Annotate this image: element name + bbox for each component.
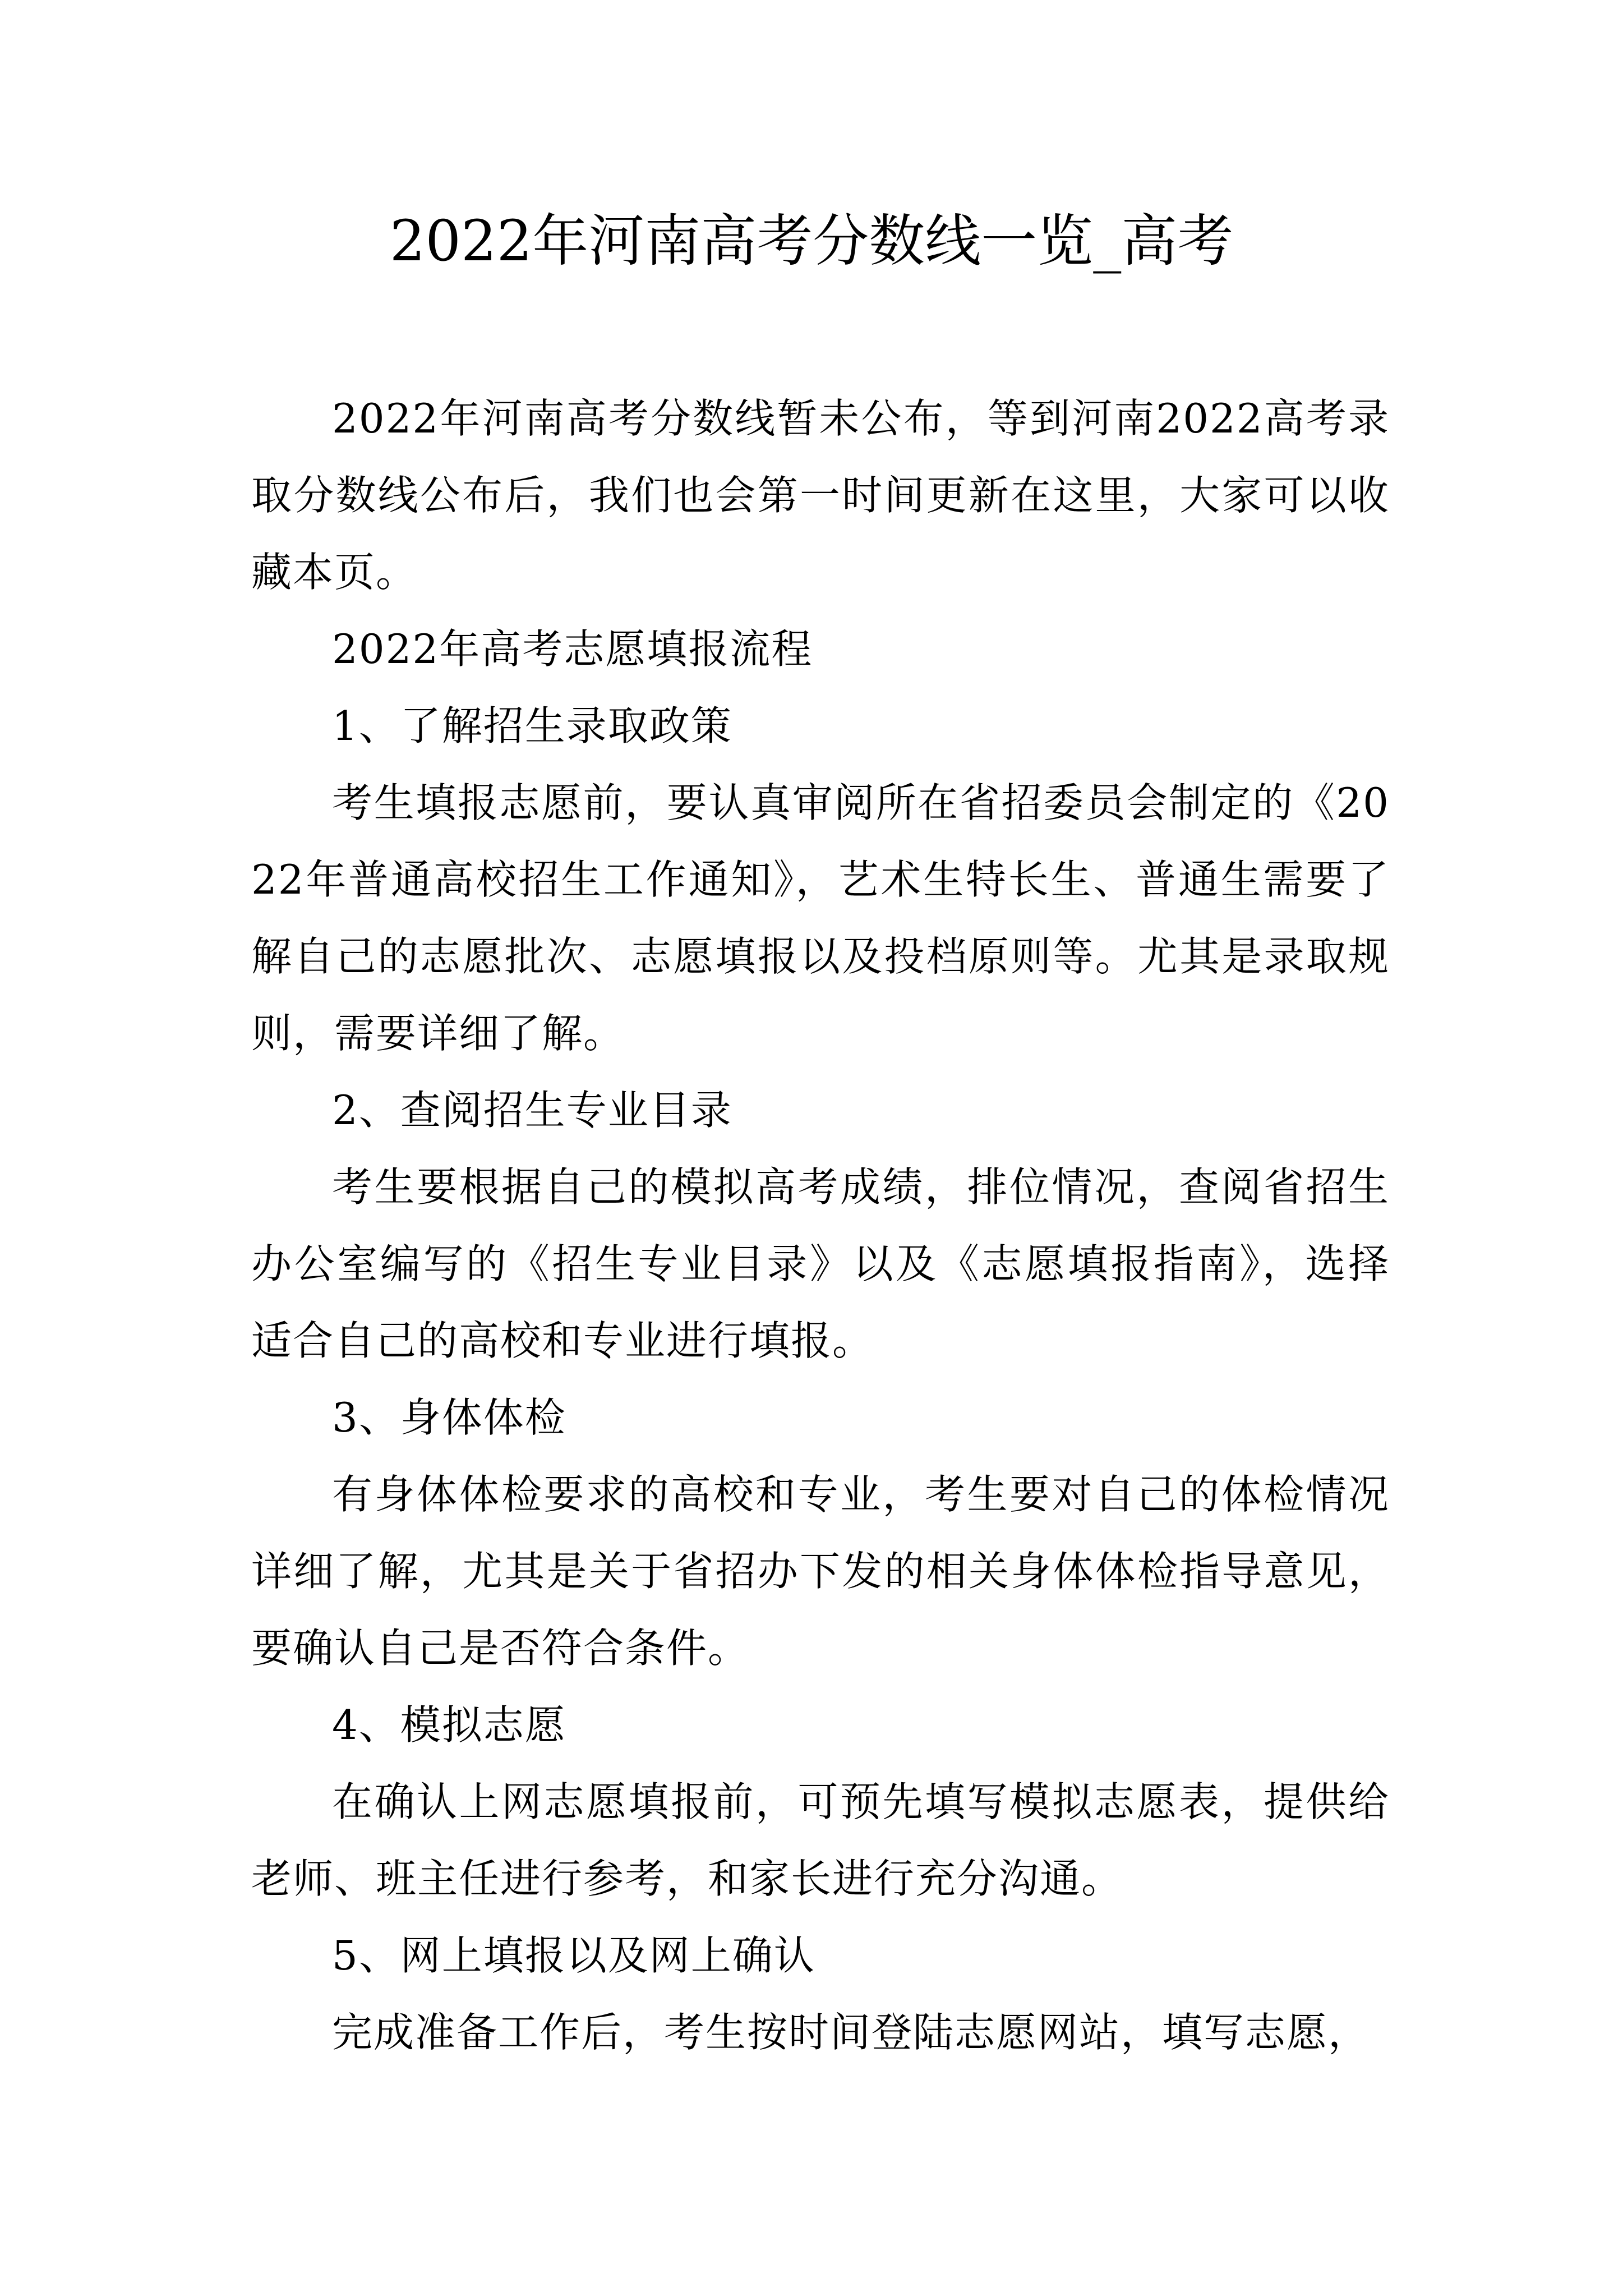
paragraph-step4-body: 在确认上网志愿填报前，可预先填写模拟志愿表，提供给老师、班主任进行参考，和家长进行充分沟通。 — [251, 1778, 1390, 1902]
paragraph-intro: 2022年河南高考分数线暂未公布，等到河南2022高考录取分数线公布后，我们也会第一时间更新在这里，大家可以收藏本页。 — [251, 395, 1390, 596]
paragraph-step2-body: 考生要根据自己的模拟高考成绩，排位情况，查阅省招生办公室编写的《招生专业目录》以及《志愿填报指南》，选择适合自己的高校和专业进行填报。 — [251, 1163, 1390, 1364]
paragraph-step1-heading: 1、了解招生录取政策 — [332, 702, 732, 749]
paragraph-step1-body: 考生填报志愿前，要认真审阅所在省招委员会制定的《2022年普通高校招生工作通知》，艺术生特长生、普通生需要了解自己的志愿批次、志愿填报以及投档原则等。尤其是录取规则，需要详细了解。 — [251, 779, 1390, 1057]
paragraph-step3-heading: 3、身体体检 — [332, 1394, 566, 1441]
paragraph-step4-heading: 4、模拟志愿 — [332, 1701, 566, 1749]
paragraph-step3-body: 有身体体检要求的高校和专业，考生要对自己的体检情况详细了解，尤其是关于省招办下发的相关身体体检指导意见，要确认自己是否符合条件。 — [251, 1471, 1390, 1672]
paragraph-step5-heading: 5、网上填报以及网上确认 — [332, 1932, 815, 1979]
paragraph-step5-body: 完成准备工作后，考生按时间登陆志愿网站，填写志愿， — [332, 2009, 1370, 2056]
paragraph-process-heading: 2022年高考志愿填报流程 — [332, 625, 813, 673]
paragraph-step2-heading: 2、查阅招生专业目录 — [332, 1087, 732, 1134]
page-title: 2022年河南高考分数线一览_高考 — [389, 208, 1234, 274]
document-body — [251, 380, 1390, 2071]
